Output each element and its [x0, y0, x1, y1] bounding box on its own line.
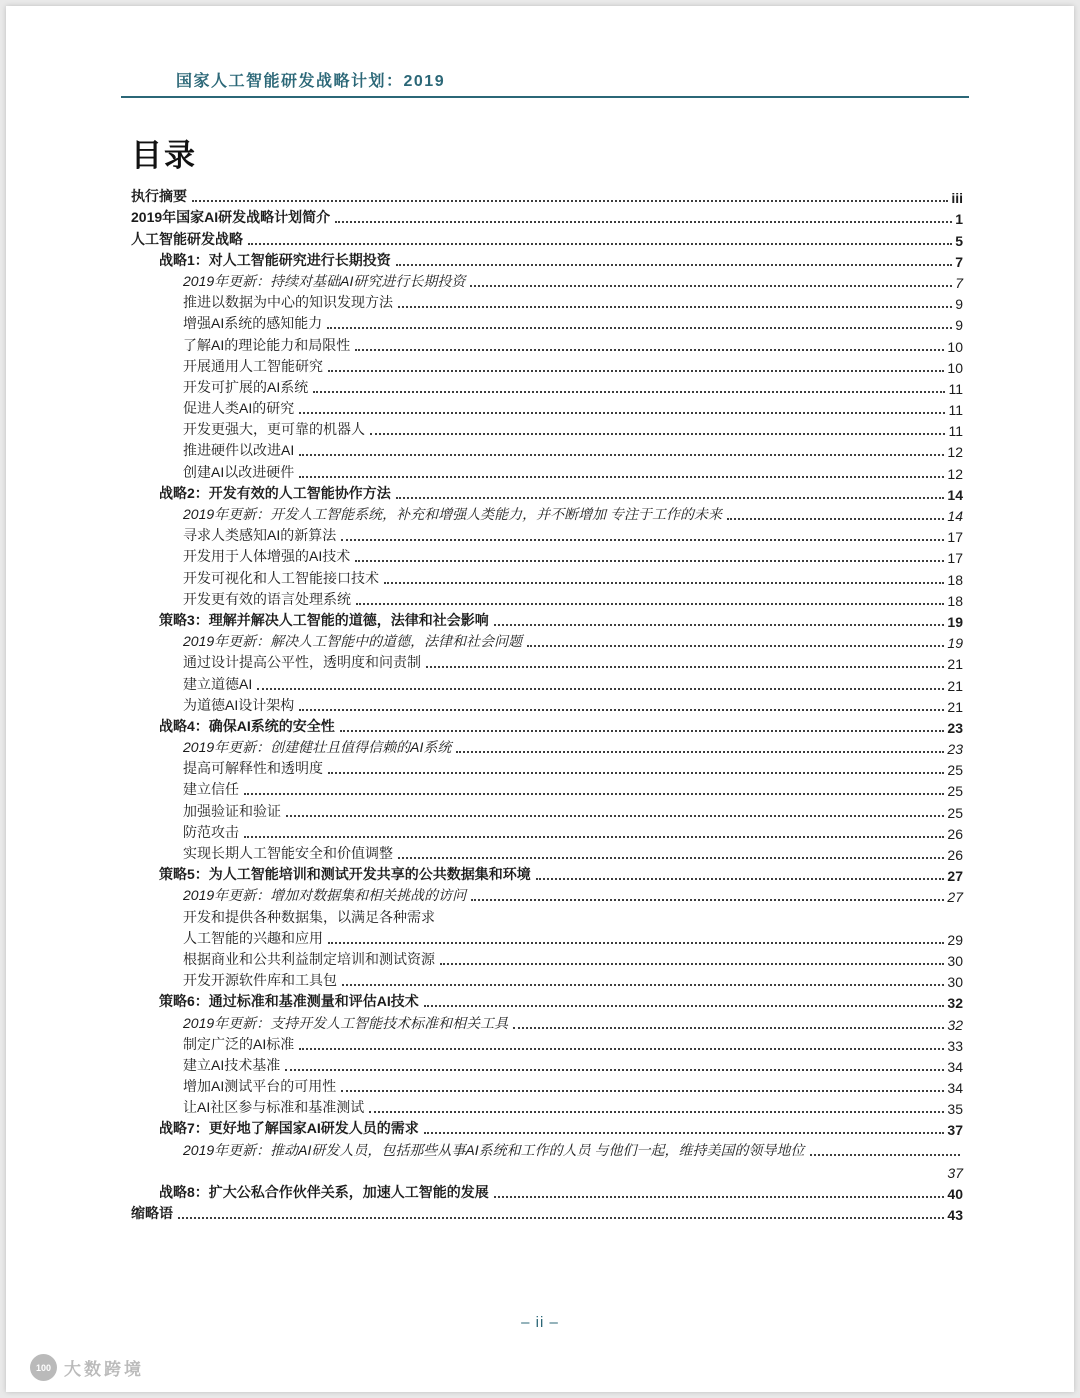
toc-entry: [131, 355, 963, 376]
toc-dotted-leader: [299, 476, 944, 478]
toc-page-number: 32: [947, 995, 963, 1012]
toc-entry: [131, 503, 963, 524]
toc-entry-label: 防范攻击: [183, 823, 239, 840]
toc-dotted-leader: [398, 306, 952, 308]
toc-dotted-leader: [424, 1005, 945, 1007]
toc-entry: [131, 333, 963, 354]
toc-entry-label: 了解AI的理论能力和局限性: [183, 336, 351, 353]
toc-entry: [131, 736, 963, 757]
header-divider: [121, 96, 969, 98]
toc-dotted-leader: [440, 963, 944, 965]
toc-entry: [131, 439, 963, 460]
toc-entry-label: 让AI社区参与标准和基准测试: [183, 1099, 365, 1116]
toc-dotted-leader: [342, 984, 944, 986]
toc-page-number: iii: [951, 190, 963, 207]
toc-dotted-leader: [513, 1027, 944, 1029]
toc-entry: [131, 566, 963, 587]
toc-entry-label: 为道德AI设计架构: [183, 696, 295, 713]
toc-page-number: 9: [955, 296, 963, 313]
toc-entry: [131, 1033, 963, 1054]
toc-page-number: 14: [947, 486, 963, 503]
toc-page-number: 25: [947, 804, 963, 821]
toc-dotted-leader: [727, 518, 944, 520]
toc-entry: [131, 672, 963, 693]
toc-entry-label: 寻求人类感知AI的新算法: [183, 527, 337, 544]
toc-dotted-leader: [536, 878, 945, 880]
toc-entry: [131, 948, 963, 969]
toc-entry: [131, 418, 963, 439]
toc-entry-label: 建立道德AI: [183, 675, 253, 692]
watermark: [30, 1354, 144, 1381]
toc-entry-label: 2019年更新：解决人工智能中的道德，法律和社会问题: [183, 633, 523, 650]
toc-entry-label: 根据商业和公共利益制定培训和测试资源: [183, 950, 435, 967]
toc-dotted-leader: [244, 836, 944, 838]
toc-entry: [131, 270, 963, 291]
toc-entry-label: 推进硬件以改进AI: [183, 442, 295, 459]
toc-page-number: 11: [948, 402, 963, 419]
toc-dotted-leader: [396, 497, 945, 499]
toc-entry: [131, 588, 963, 609]
toc-entry: [131, 1011, 963, 1032]
toc-entry: [131, 969, 963, 990]
toc-dotted-leader: [299, 709, 944, 711]
toc-dotted-leader: [494, 624, 945, 626]
toc-entry-label: 战略4：确保AI系统的安全性: [159, 717, 335, 734]
toc-entry-label: 通过设计提高公平性，透明度和问责制: [183, 654, 421, 671]
toc-dotted-leader: [341, 539, 944, 541]
toc-page-number: 12: [947, 465, 963, 482]
toc-page-number: 11: [948, 380, 963, 397]
footer-page-number: – ii –: [521, 1314, 559, 1331]
toc-page-number: 21: [947, 677, 963, 694]
toc-dotted-leader: [328, 942, 944, 944]
toc-dotted-leader: [299, 1048, 944, 1050]
toc-entry-label: 实现长期人工智能安全和价值调整: [183, 845, 393, 861]
toc-page-number: 27: [947, 889, 963, 906]
toc-dotted-leader: [396, 264, 952, 266]
toc-entry: [131, 1096, 963, 1117]
toc-dotted-leader: [244, 793, 944, 795]
toc-entry-label: 建立AI技术基准: [183, 1056, 281, 1073]
toc-entry-label: 战略2：开发有效的人工智能协作方法: [159, 484, 391, 501]
toc-entry: [131, 291, 963, 312]
toc-entry-label: 增强AI系统的感知能力: [183, 315, 323, 332]
toc-dotted-leader: [370, 433, 945, 435]
toc-page-number: 23: [947, 719, 963, 736]
toc-entry-label: 2019年更新：支持开发人工智能技术标准和相关工具: [183, 1014, 509, 1031]
toc-entry: [131, 863, 963, 884]
toc-entry: [131, 227, 963, 248]
toc-entry: [131, 1202, 963, 1223]
toc-page-number: 40: [947, 1186, 963, 1202]
toc-dotted-leader: [313, 391, 945, 393]
toc-dotted-leader: [335, 221, 952, 223]
toc-dotted-leader: [178, 1217, 944, 1219]
toc-entry: [131, 482, 963, 503]
toc-entry-label: 2019年更新：推动AI研发人员，包括那些从事AI系统和工作的人员 与他们一起，维持美国的领导地位: [183, 1141, 805, 1158]
toc-page-number: 33: [947, 1037, 963, 1054]
toc-entry: [131, 630, 963, 651]
toc-page-number: 18: [947, 571, 963, 588]
toc-page-number: 7: [955, 253, 963, 270]
toc-entry: [131, 715, 963, 736]
toc-entry-label: 策略6：通过标准和基准测量和评估AI技术: [159, 993, 419, 1010]
toc-entry-label: 开发开源软件库和工具包: [183, 972, 337, 989]
toc-dotted-leader: [527, 645, 944, 647]
toc-entry: [131, 524, 963, 545]
toc-dotted-leader: [248, 243, 952, 245]
toc-page-number: 5: [955, 232, 963, 249]
toc-entry-label: 战略1：对人工智能研究进行长期投资: [159, 251, 391, 268]
toc-dotted-leader: [424, 1132, 945, 1134]
toc-dotted-leader: [341, 1090, 944, 1092]
toc-entry-label: 战略7：更好地了解国家AI研发人员的需求: [159, 1120, 419, 1137]
toc-page-number: 17: [947, 529, 963, 546]
toc-page-number: 30: [947, 974, 963, 991]
toc-entry: [131, 376, 963, 397]
toc-entry-label: 2019年更新：创建健壮且值得信赖的AI系统: [183, 739, 452, 756]
toc-entry-label: 策略5：为人工智能培训和测试开发共享的公共数据集和环境: [159, 866, 531, 883]
toc-page-number: 34: [947, 1058, 963, 1075]
toc-page-number: 43: [947, 1207, 963, 1224]
toc-entry-label: 人工智能的兴趣和应用: [183, 929, 323, 946]
toc-entry: [131, 927, 963, 948]
toc-page-number: 29: [947, 931, 963, 948]
toc-entry: [131, 694, 963, 715]
toc-entry-label: 开发更强大，更可靠的机器人: [183, 421, 365, 438]
toc-entry-label: 开发更有效的语言处理系统: [183, 590, 351, 607]
toc-dotted-leader: [299, 412, 945, 414]
toc-entry-label: 开发可视化和人工智能接口技术: [183, 569, 379, 586]
toc-entry: [131, 249, 963, 270]
toc-entry: [131, 397, 963, 418]
toc-entry-label: 战略8：扩大公私合作伙伴关系，加速人工智能的发展: [159, 1184, 489, 1200]
watermark-label: 大数跨境: [64, 1360, 144, 1379]
toc-entry: [131, 1138, 963, 1159]
toc-dotted-leader: [192, 200, 948, 202]
toc-entry: [131, 884, 963, 905]
toc-dotted-leader: [356, 603, 944, 605]
toc-dotted-leader: [494, 1196, 945, 1198]
toc-page-number: 32: [947, 1016, 963, 1033]
toc-entry: [131, 651, 963, 672]
toc-entry-label: 制定广泛的AI标准: [183, 1035, 295, 1052]
toc-entry-label: 2019年更新：持续对基础AI研究进行长期投资: [183, 272, 466, 289]
toc-entry: [131, 609, 963, 630]
toc-dotted-leader: [369, 1111, 944, 1113]
toc-dotted-leader: [340, 730, 945, 732]
toc-entry: [131, 905, 963, 926]
toc-entry-label: 开发用于人体增强的AI技术: [183, 548, 351, 565]
toc-page-number: 30: [947, 952, 963, 969]
toc-dotted-leader: [470, 285, 952, 287]
toc-dotted-leader: [810, 1154, 961, 1156]
toc-entry: [131, 799, 963, 820]
toc-entry-label: 人工智能研发战略: [131, 230, 243, 247]
toc-entry: [131, 312, 963, 333]
toc-entry-label: 2019年国家AI研发战略计划简介: [131, 209, 331, 226]
toc-page-number: 25: [947, 783, 963, 800]
toc-dotted-leader: [426, 666, 944, 668]
toc-entry: [131, 1181, 963, 1202]
toc-dotted-leader: [285, 1069, 944, 1071]
toc-page-number: 26: [947, 825, 963, 842]
toc-page-number: 27: [947, 868, 963, 885]
toc-entry: [131, 460, 963, 481]
toc-page-number: 17: [947, 550, 963, 567]
toc-page-number: 1: [955, 211, 963, 228]
toc-page-number: 26: [947, 847, 963, 863]
toc-entry: [131, 842, 963, 863]
toc-entry-label: 缩略语: [131, 1205, 173, 1222]
toc-title: 目录: [131, 138, 197, 173]
toc-page-number: 19: [947, 613, 963, 630]
toc-dotted-leader: [355, 560, 944, 562]
watermark-logo-icon: 100: [30, 1354, 57, 1381]
toc-entry: [131, 185, 963, 206]
page-header: [121, 68, 969, 98]
toc-page-number: 14: [947, 508, 963, 524]
toc-dotted-leader: [456, 751, 944, 753]
toc-page-number: 11: [948, 423, 963, 440]
toc-page-number: 21: [947, 656, 963, 673]
toc-dotted-leader: [257, 688, 944, 690]
toc-entry-label: 2019年更新：开发人工智能系统，补充和增强人类能力，并不断增加 专注于工作的未来: [183, 506, 723, 522]
toc-entry: [131, 990, 963, 1011]
toc-entry: [131, 821, 963, 842]
toc-entry-label: 开展通用人工智能研究: [183, 357, 323, 374]
toc-entry: [131, 1160, 963, 1181]
toc-page-number: 37: [947, 1122, 963, 1139]
toc-entry-label: 创建AI以改进硬件: [183, 463, 295, 480]
toc-entry: [131, 778, 963, 799]
toc-page-number: 9: [955, 317, 963, 334]
toc-entry: [131, 545, 963, 566]
toc-entry-label: 加强验证和验证: [183, 802, 281, 819]
toc-entry-label: 提高可解释性和透明度: [183, 760, 323, 777]
toc-list: [131, 185, 963, 1223]
toc-entry-label: 策略3：理解并解决人工智能的道德，法律和社会影响: [159, 611, 489, 628]
toc-dotted-leader: [384, 582, 944, 584]
toc-entry-label: 增加AI测试平台的可用性: [183, 1078, 337, 1095]
toc-page-number: 18: [947, 592, 963, 609]
toc-entry: [131, 1054, 963, 1075]
toc-entry: [131, 1117, 963, 1138]
toc-entry-label: 促进人类AI的研究: [183, 400, 295, 417]
toc-dotted-leader: [299, 454, 944, 456]
toc-page-number: 10: [947, 359, 963, 376]
document-title: 国家人工智能研发战略计划：2019: [176, 73, 446, 90]
toc-entry-label: 执行摘要: [131, 188, 187, 205]
toc-page-number: 10: [947, 338, 963, 355]
toc-entry-label: 开发可扩展的AI系统: [183, 378, 309, 395]
toc-page-number: 23: [947, 741, 963, 758]
toc-page-number: 34: [947, 1080, 963, 1097]
toc-page-number: 21: [947, 698, 963, 715]
toc-dotted-leader: [327, 327, 952, 329]
toc-entry: [131, 757, 963, 778]
toc-entry-label: 开发和提供各种数据集，以满足各种需求: [183, 908, 435, 925]
toc-page-number: 35: [947, 1101, 963, 1118]
toc-dotted-leader: [355, 349, 944, 351]
toc-dotted-leader: [328, 370, 944, 372]
toc-entry-label: 建立信任: [183, 781, 239, 798]
toc-entry-label: 推进以数据为中心的知识发现方法: [183, 294, 393, 311]
toc-dotted-leader: [286, 815, 944, 817]
toc-page-number: 19: [947, 635, 963, 652]
toc-entry: [131, 1075, 963, 1096]
toc-dotted-leader: [471, 899, 944, 901]
toc-entry-label: 2019年更新：增加对数据集和相关挑战的访问: [183, 887, 467, 904]
toc-page-number: 7: [955, 274, 963, 291]
toc-entry: [131, 206, 963, 227]
toc-dotted-leader: [328, 772, 944, 774]
toc-page-number: 37: [947, 1164, 963, 1181]
toc-page-number: 25: [947, 762, 963, 779]
document-page: [6, 6, 1074, 1392]
toc-page-number: 12: [947, 444, 963, 461]
toc-dotted-leader: [398, 857, 944, 859]
